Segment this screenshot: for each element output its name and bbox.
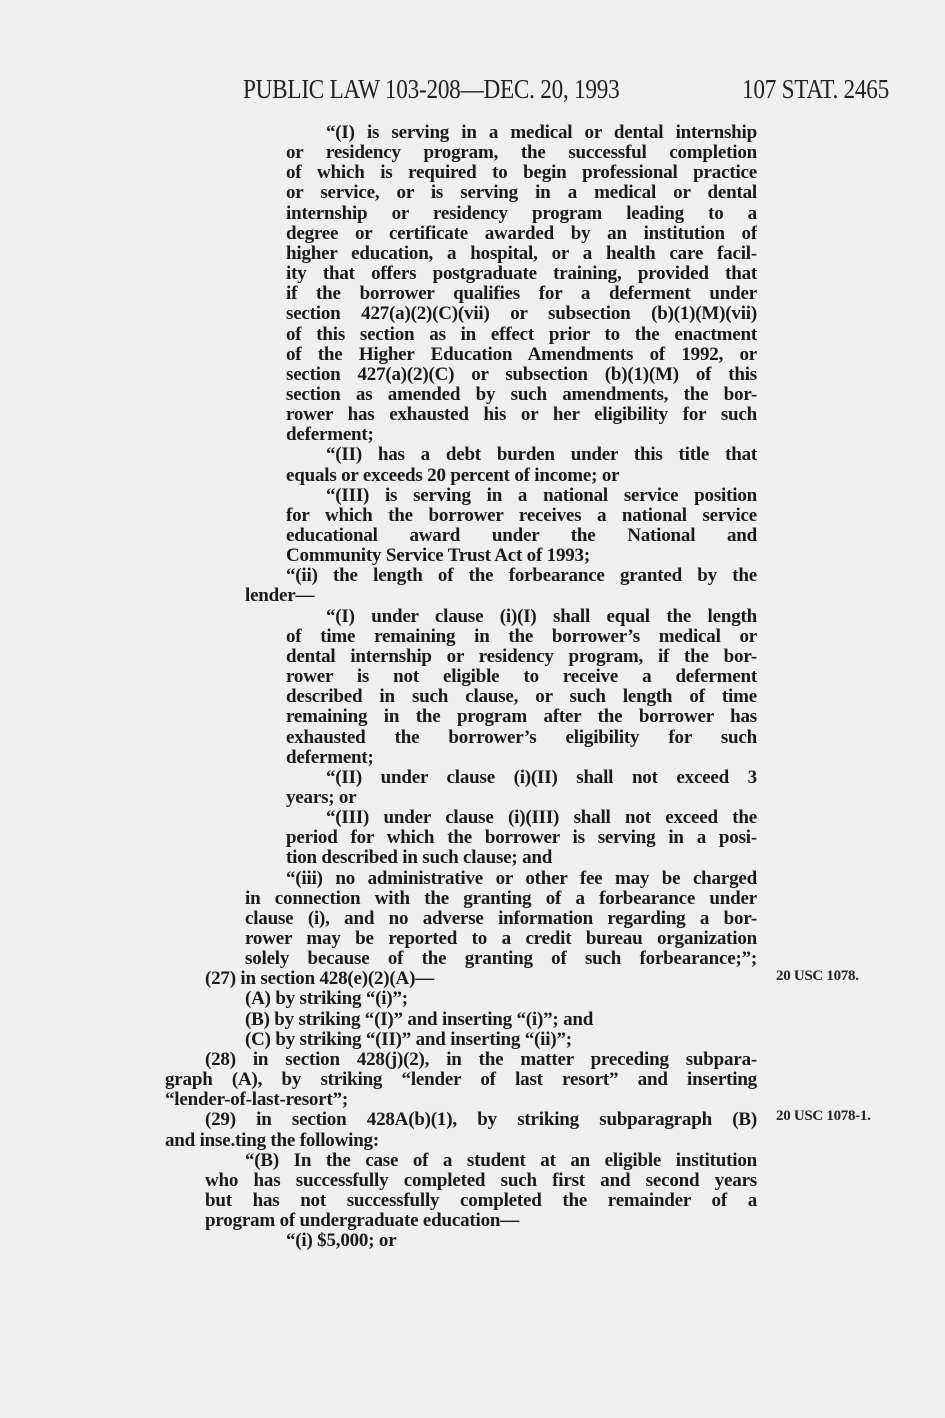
text-line: if the borrower qualifies for a deferment under: [286, 284, 757, 305]
text-line: higher education, a hospital, or a health care facil-: [286, 243, 757, 264]
text-line: and inse.ting the following:: [165, 1129, 379, 1151]
text-line: rower has exhausted his or her eligibility for such: [286, 405, 757, 426]
text-line: section 427(a)(2)(C) or subsection (b)(1)(M) of this: [286, 364, 757, 385]
text-line: (29) in section 428A(b)(1), by striking subparagraph (B): [205, 1110, 757, 1131]
text-line: “(I) under clause (i)(I) shall equal the length: [326, 606, 757, 627]
text-line: program of undergraduate education—: [205, 1210, 520, 1232]
text-line: “(i) $5,000; or: [286, 1230, 397, 1252]
text-line: of which is required to begin professional practice: [286, 163, 757, 184]
text-line: exhausted the borrower’s eligibility for such: [286, 727, 757, 748]
text-line: “(ii) the length of the forbearance granted by the: [286, 566, 757, 587]
text-line: of time remaining in the borrower’s medical or: [286, 626, 757, 647]
text-line: “(I) is serving in a medical or dental internship: [326, 123, 757, 143]
text-line: of the Higher Education Amendments of 1992, or: [286, 344, 757, 365]
text-line: degree or certificate awarded by an institution of: [286, 223, 757, 244]
text-line: “(II) has a debt burden under this title that: [326, 445, 757, 466]
text-line: graph (A), by striking “lender of last resort” and inserting: [165, 1070, 757, 1091]
text-line: (28) in section 428(j)(2), in the matter preceding subpara-: [205, 1049, 757, 1070]
text-line: described in such clause, or such length of time: [286, 687, 757, 708]
text-line: but has not successfully completed the remainder of a: [205, 1190, 757, 1211]
text-line: years; or: [286, 786, 357, 808]
text-line: internship or residency program leading to a: [286, 203, 757, 224]
text-line: educational award under the National and: [286, 526, 757, 546]
text-line: “(II) under clause (i)(II) shall not exceed 3: [326, 767, 757, 788]
text-line: “lender-of-last-resort”;: [165, 1089, 349, 1111]
text-line: period for which the borrower is serving in a posi-: [286, 828, 757, 849]
text-line: or residency program, the successful completion: [286, 143, 757, 164]
text-line: who has successfully completed such first and second years: [205, 1170, 757, 1191]
text-line: in connection with the granting of a forbearance under: [245, 888, 757, 909]
text-line: “(III) is serving in a national service position: [326, 485, 757, 506]
running-header-title: PUBLIC LAW 103-208—DEC. 20, 1993: [243, 74, 620, 104]
text-line: (C) by striking “(II)” and inserting “(ii)”;: [245, 1028, 572, 1050]
text-line: dental internship or residency program, if the bor-: [286, 646, 757, 667]
text-line: “(B) In the case of a student at an eligible institution: [245, 1150, 757, 1171]
text-line: deferment;: [286, 746, 374, 768]
margin-note: 20 USC 1078.: [776, 968, 859, 984]
text-line: lender—: [245, 585, 315, 607]
text-line: ity that offers postgraduate training, provided that: [286, 264, 757, 285]
text-line: solely because of the granting of such forbearance;”;: [245, 949, 757, 970]
text-line: remaining in the program after the borrower has: [286, 707, 757, 728]
running-header-page: 107 STAT. 2465: [742, 74, 889, 104]
text-line: deferment;: [286, 424, 374, 446]
text-line: “(III) under clause (i)(III) shall not exceed the: [326, 808, 757, 829]
text-line: for which the borrower receives a national service: [286, 505, 757, 526]
text-line: “(iii) no administrative or other fee may be charged: [286, 868, 757, 889]
margin-note: 20 USC 1078-1.: [776, 1108, 871, 1124]
text-line: of this section as in effect prior to the enactment: [286, 324, 757, 345]
text-line: or service, or is serving in a medical or dental: [286, 183, 757, 204]
text-line: (B) by striking “(I)” and inserting “(i)”; and: [245, 1008, 594, 1030]
text-line: rower is not eligible to receive a deferment: [286, 667, 757, 688]
text-line: rower may be reported to a credit bureau organization: [245, 929, 757, 949]
text-line: (A) by striking “(i)”;: [245, 988, 408, 1010]
text-line: (27) in section 428(e)(2)(A)—: [205, 968, 435, 990]
text-line: equals or exceeds 20 percent of income; or: [286, 464, 620, 486]
text-line: tion described in such clause; and: [286, 847, 553, 869]
text-line: section as amended by such amendments, the bor-: [286, 384, 757, 405]
text-line: Community Service Trust Act of 1993;: [286, 545, 590, 567]
text-line: clause (i), and no adverse information regarding a bor-: [245, 908, 757, 929]
text-line: section 427(a)(2)(C)(vii) or subsection (b)(1)(M)(vii): [286, 304, 757, 325]
